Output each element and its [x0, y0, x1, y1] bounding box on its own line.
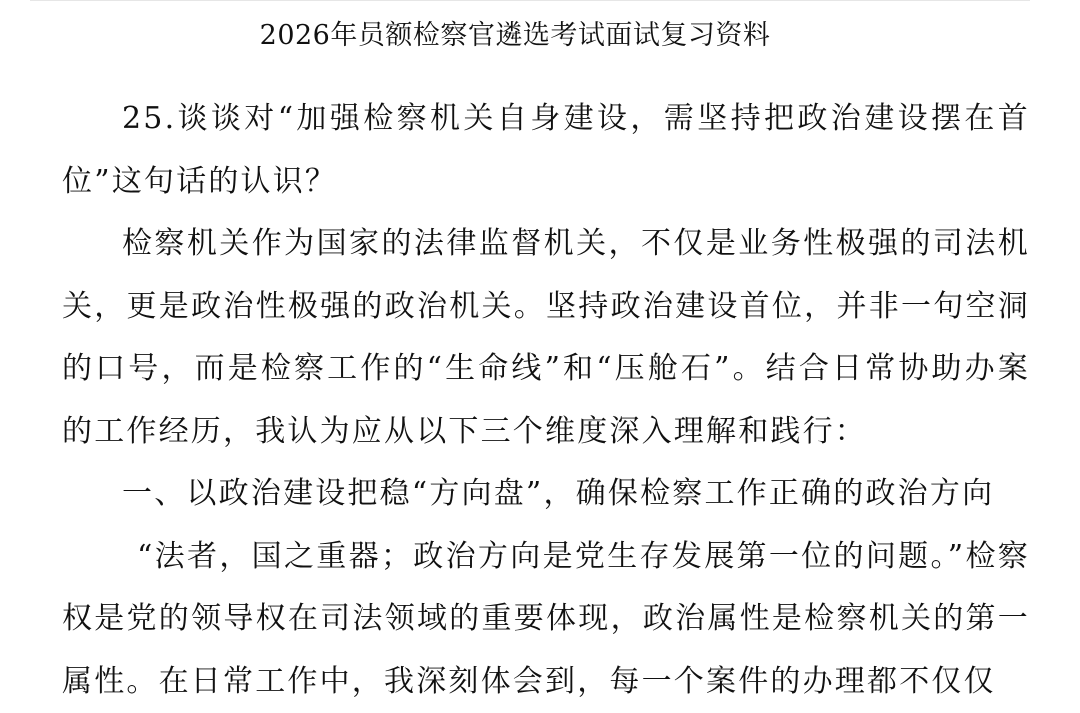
question-heading: 25.谈谈对“加强检察机关自身建设，需坚持把政治建设摆在首位”这句话的认识？: [62, 88, 1030, 213]
paragraph: 检察机关作为国家的法律监督机关，不仅是业务性极强的司法机关，更是政治性极强的政治机关。坚持政治建设首位，并非一句空洞的口号，而是检察工作的“生命线”和“压舱石”。结合日常协助办案的工作经历，我认为应从以下三个维度深入理解和践行：: [62, 213, 1030, 463]
document-body: [62, 88, 1030, 713]
top-divider: [30, 0, 1030, 1]
paragraph: “法者，国之重器；政治方向是党生存发展第一位的问题。”检察权是党的领导权在司法领域的重要体现，政治属性是检察机关的第一属性。在日常工作中，我深刻体会到，每一个案件的办理都不仅仅: [62, 526, 1030, 713]
document-header: 2026年员额检察官遴选考试面试复习资料: [0, 14, 1030, 58]
section-heading: 一、以政治建设把稳“方向盘”，确保检察工作正确的政治方向: [62, 463, 1030, 526]
